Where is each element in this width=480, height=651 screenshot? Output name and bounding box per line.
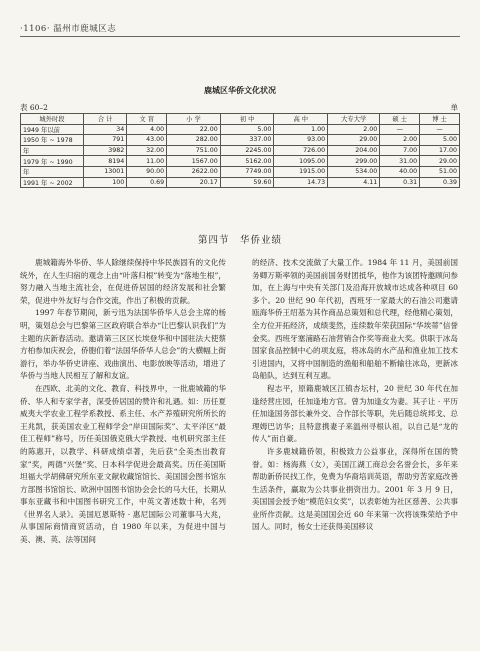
table-row	[21, 145, 460, 156]
paragraph: 在西欧、北美的文化、教育、科技界中，一批鹿城籍的华侨、华人和专家学者，深受侨居国的赞许和礼遇。如：历任夏威夷大学农业工程学系教授、系主任、水产养殖研究所所长的王兆凯，获美国农业工程师学会“岸田国际奖”、太平洋区“最佳工程师”称号，历任美国俄克俄大学教授、电机研究部主任的陈惠开，以教学、科研成绩卓著，先后获“全美杰出教育家”奖，两德“兴堡”奖、日本科学促进会最高奖。历任美国斯坦福大学胡佛研究所东亚文献收藏馆馆长、美国国会图书馆东方部图书馆馆长、欧洲中国图书馆协会会长的马大任，长期从事东亚藏书和中国图书研究工作，中英文著述数十种，名列《世界名人录》。美国厄恩斯特 · 惠尼国际公司董事马大兆，从事国际商情商贸活动，自 1980 年以来，为促进中国与美、澳、英、法等国间	[20, 383, 226, 545]
table-cell: —	[420, 124, 460, 135]
table-cell: 13001	[84, 166, 127, 177]
table-cell: 7749.00	[220, 166, 274, 177]
table-cell: 17.00	[420, 145, 460, 156]
table-cell: 31.00	[380, 156, 420, 167]
paragraph: 程志平，原籍鹿城区江镇杏坛村，20 世纪 30 年代在加逢经营庄园，任加逢地方官。曾为加逢女为妻。其子让 · 平历任加逢国务部长兼外交、合作部长等职，先后随总统邦戈、总理姆巴访华；且特意携妻子来温州寻根认祖，以自己是“龙的传人”而自豪。	[252, 383, 458, 444]
table-row	[21, 156, 460, 167]
table-cell: 20.17	[167, 177, 221, 188]
table-cell: 11.00	[127, 156, 167, 167]
table-cell: 59.60	[220, 177, 274, 188]
table-header-cell: 合 计	[84, 114, 127, 125]
table-body	[21, 124, 460, 188]
table-row	[21, 135, 460, 146]
table-header-cell: 高 中	[274, 114, 328, 125]
table-header	[21, 114, 460, 125]
table-cell: 0.69	[127, 177, 167, 188]
table-cell: 1095.00	[274, 156, 328, 167]
table-cell: 51.00	[420, 166, 460, 177]
table-cell: 年	[21, 145, 84, 156]
table-cell: 751.00	[167, 145, 221, 156]
table-cell: 5.00	[420, 135, 460, 146]
table-header-cell: 文 盲	[127, 114, 167, 125]
table-header-cell: 大专大学	[328, 114, 380, 125]
table-cell: 534.00	[328, 166, 380, 177]
table-header-cell: 博 士	[420, 114, 460, 125]
table-cell: 2.00	[380, 135, 420, 146]
table-cell: 4.00	[127, 124, 167, 135]
table-cell: 726.00	[274, 145, 328, 156]
table-cell: 2622.00	[167, 166, 221, 177]
table-cell: 1949 年以前	[21, 124, 84, 135]
table-cell: 43.00	[127, 135, 167, 146]
table-header-row	[21, 114, 460, 125]
education-stats-table	[20, 113, 460, 188]
paragraph: 许多鹿城籍侨领，积极致力公益事业，深得所在国的赞誉。如：杨海燕（女），美国江湖工商总会名誉会长，多年来帮助新侨民找工作，免费为华裔培训英语，帮助穷苦家庭改善生活条件，赢取为公共事业捐资出力。2001 年 3 月 9 日，美国国会授予她“模范妇女奖”，以表彰她为社区慈善、公共事业所作贡献。这是美国国会近 60 年来第一次将该殊荣给予中国人。同时，杨女士还获得美国移议	[252, 446, 458, 532]
table-header-cell: 初 中	[220, 114, 274, 125]
table-cell: 年	[21, 166, 84, 177]
table-cell: 40.00	[380, 166, 420, 177]
table-cell: 0.31	[380, 177, 420, 188]
table-unit: 单	[450, 103, 458, 112]
paragraph: 的经济、技术交流做了大量工作。1984 年 11 月，美国前国务卿万斯率领的美国前国务财团抵华，他作为该团特邀顾问参加，在上海与中央有关部门及沿海开放城市达成各种项目 60 多个。20 世纪 90 年代初，西班牙一家最大的石油公司邀请瓯海华侨王绍基为其作商品总策划和总代理，经他精心策划，全方位开拓经济，成绩斐然，连续数年荣获国际“华埃蒂”信誉金奖。西班牙塞浦路石油营销合作奖等商业大奖。供职于冰岛国家食品控制中心的项友庭，将冰岛的水产品和渔业加工技术引进国内，又将中国制造的渔船和船舶不断输往冰岛，更新冰岛船队，达到互利互惠。	[252, 258, 458, 381]
table-cell: 0.39	[420, 177, 460, 188]
table-title: 鹿城区华侨文化状况	[204, 86, 276, 95]
table-cell: 204.00	[328, 145, 380, 156]
table-cell: 2245.00	[220, 145, 274, 156]
table-number: 表 60–2	[20, 103, 48, 112]
table-cell: 337.00	[220, 135, 274, 146]
table-cell: 1.00	[274, 124, 328, 135]
table-cell: —	[380, 124, 420, 135]
paragraph: 1997 年春节期间，新亏迅为法国华侨华人总会主席的杨明，策划总会与巴黎第三区政府联合举办“让巴黎认识我们”为主题的庆新春活动。邀请第三区区长埃登华和中国驻法大使蔡方柏参加庆祝会，侨胞们着“法国华侨华人总会”的大横幅上街游行，举办华侨史讲座、戏曲演出、电影放映等活动，增进了华侨与当地人民相互了解和友谊。	[20, 308, 226, 381]
table-cell: 7.00	[380, 145, 420, 156]
body-column-right	[252, 257, 458, 534]
table-row	[21, 124, 460, 135]
table-cell: 3982	[84, 145, 127, 156]
table-cell: 2.00	[328, 124, 380, 135]
table-cell: 90.00	[127, 166, 167, 177]
table-cell: 1567.00	[167, 156, 221, 167]
paragraph: 鹿城籍海外华侨、华人除继续保持中华民族固有的文化传统外，在人生归宿的观念上由“叶落归根”转变为“落地生根”，努力融入当地主流社会，在促进侨居国的经济发展和社会繁荣，促进中外友好与合作交流，作出了积极的贡献。	[20, 258, 226, 305]
table-header-cell: 小 学	[167, 114, 221, 125]
table-cell: 1915.00	[274, 166, 328, 177]
table-cell: 4.11	[328, 177, 380, 188]
body-column-left	[20, 257, 226, 547]
table-cell: 14.73	[274, 177, 328, 188]
table-header-cell: 城外时段	[21, 114, 84, 125]
table-row	[21, 166, 460, 177]
table-cell: 100	[84, 177, 127, 188]
table-row	[21, 177, 460, 188]
section-title: 第四节 华侨业绩	[197, 235, 282, 246]
table-cell: 8194	[84, 156, 127, 167]
page-header: ·1106· 温州市鹿城区志	[20, 24, 117, 34]
table-cell: 282.00	[167, 135, 221, 146]
header-rule	[20, 36, 460, 37]
table-cell: 93.00	[274, 135, 328, 146]
table-cell: 1950 年 ~ 1978	[21, 135, 84, 146]
table-cell: 29.00	[420, 156, 460, 167]
table-cell: 22.00	[167, 124, 221, 135]
table-cell: 299.00	[328, 156, 380, 167]
table-header-cell: 硕 士	[380, 114, 420, 125]
table-cell: 34	[84, 124, 127, 135]
table-cell: 32.00	[127, 145, 167, 156]
table-cell: 5162.00	[220, 156, 274, 167]
table-cell: 791	[84, 135, 127, 146]
table-cell: 1979 年 ~ 1990	[21, 156, 84, 167]
table-cell: 5.00	[220, 124, 274, 135]
table-cell: 29.00	[328, 135, 380, 146]
table-cell: 1991 年 ~ 2002	[21, 177, 84, 188]
